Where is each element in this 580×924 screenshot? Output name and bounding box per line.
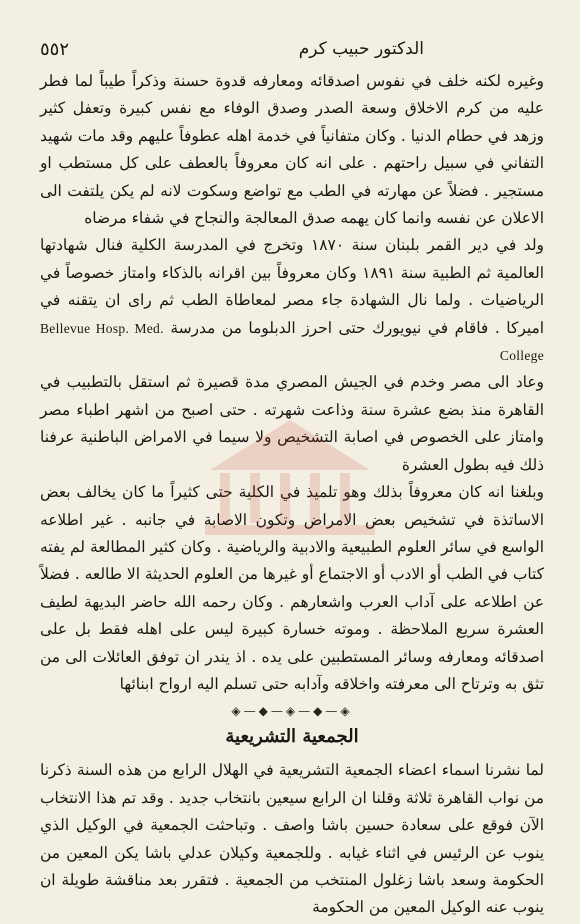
paragraph: وغيره لكنه خلف في نفوس اصدقائه ومعارفه قدوة حسنة وذكراً طيباً لما فطر عليه من كرم الاخلاق وسعة الصدر وصدق الوفاء مع نفس كبيرة وتعفل كثير وزهد في حطام الدنيا . وكان متفانياً في خدمة اهله عطوفاً عليهم وقد مات شهيد التفاني في سبيل راحتهم . على انه كان معروفاً بالعطف على كل مستطب او مستجير . فضلاً عن مهارته في الطب مع تواضع وسكوت لانه لم يكن يلتفت الى الاعلان عن نفسه وانما كان يهمه صدق المعالجة والنجاح في شفاء مرضاه (40, 72, 544, 228)
page-number: ٥٥٢ (40, 38, 70, 60)
paragraph: لما نشرنا اسماء اعضاء الجمعية التشريعية في الهلال الرابع من هذه السنة ذكرنا من نواب القاهرة ثلاثة وقلنا ان الرابع سيعين بانتخاب جديد . وقد تم هذا الانتخاب الآن فوقع على سعادة حسين باشا واصف . وتباحثت الجمعية في الوكيل الذي ينوب عن الرئيس في اثناء غيابه . وللجمعية وكيلان عدلي باشا يكن المعين من الحكومة وسعد باشا زغلول المنتخب من الجمعية . فتقرر بعد مناقشة طويلة ان ينوب عنه الوكيل المعين من الحكومة (40, 761, 544, 917)
body-text (40, 68, 544, 698)
page-header (40, 30, 544, 68)
paragraph-text: ولد في دير القمر بلبنان سنة ١٨٧٠ وتخرج في المدرسة الكلية فنال شهادتها العالمية ثم الطبية سنة ١٨٩١ وكان معروفاً بين اقرانه بالذكاء وامتاز خصوصاً في الرياضيات . ولما نال الشهادة جاء مصر لمعاطاة الطب ثم راى ان يتقنه في اميركا . فاقام في نيويورك حتى احرز الدبلوما من مدرسة (40, 236, 544, 337)
section-divider-ornament: ◈—◆—◈—◆—◈ (231, 704, 353, 719)
body-text (40, 757, 544, 921)
paragraph: وعاد الى مصر وخدم في الجيش المصري مدة قصيرة ثم استقل بالتطبيب في القاهرة منذ بضع عشرة سنة وذاعت شهرته . حتى اصبح من اشهر اطباء مصر وامتاز على الخصوص في اصابة التشخيص ولا سيما في الامراض الباطنية عرفنا ذلك فيه بطول العشرة (40, 373, 544, 474)
section-title: الجمعية التشريعية (225, 726, 359, 748)
running-head: الدكتور حبيب كرم (298, 39, 424, 59)
latin-school-name: Bellevue Hosp. Med. College (40, 320, 544, 364)
paragraph (40, 232, 544, 369)
paragraph: وبلغنا انه كان معروفاً بذلك وهو تلميذ في الكلية حتى كثيراً ما كان يخالف بعض الاساتذة في تشخيص بعض الامراض وتكون الاصابة في جانبه . غير اطلاعه الواسع في سائر العلوم الطبيعية والادبية والرياضية . وكان كثير المطالعة لم يفته كتاب في الطب أو الادب أو الاجتماع أو غيرها من العلوم الحديثة الا طالعه . فضلاً عن اطلاعه على آداب العرب واشعارهم . وكان رحمه الله حاضر البديهة لطيف العشرة سريع الملاحظة . وموته خسارة كبيرة ليس على اهله فقط بل على اصدقائه ومعارفه وسائر المستطبين على يده . اذ يندر ان توفق العائلات الى من تثق به وترتاح الى معرفته واخلاقه وآدابه حتى تسلم اليه ارواح ابنائها (40, 483, 544, 693)
